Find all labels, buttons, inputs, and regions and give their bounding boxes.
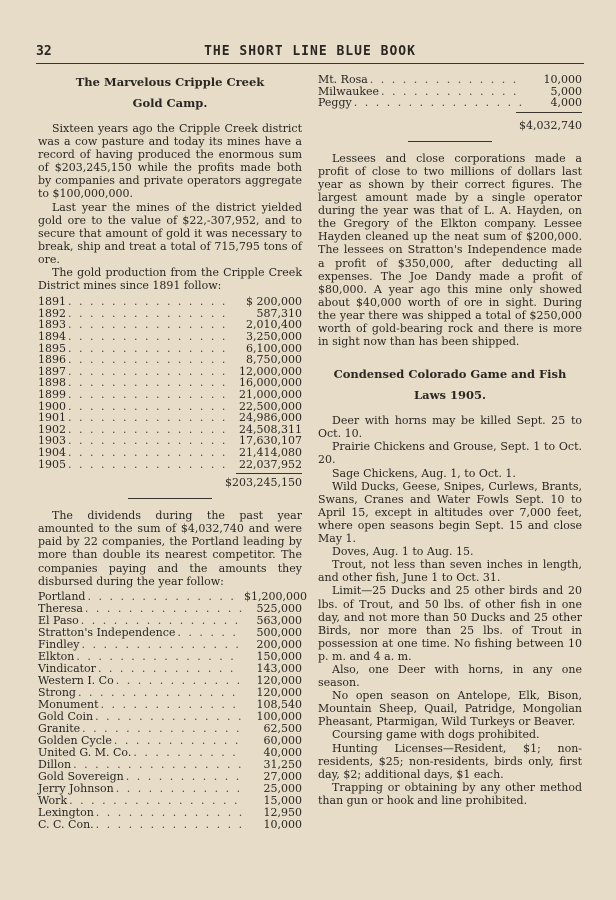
production-year: 1896 [38,353,66,367]
list-item [38,699,302,711]
dividend-amount: 10,000 [543,73,582,86]
left-column [38,72,307,831]
company-name: Portland [38,589,86,603]
paragraph-lessees: Lessees and close corporations made a profit of close to two millions of dollars last year as shown by their correct figures. The largest amount made by a single operator during the year was that of L. A. Hayden, on the Gregory of the Elkton company. Lessee Hayden cleaned up the neat sum of $200,000. The lessees on Stratton's Independence made a profit of $350,000, after deducting all expenses. The Joe Dandy made a profit of $80,000. A year ago this mine only showed about $40,000 worth of ore in sight. During the year there was shipped a total of $250,000 worth of gold-bearing rock and there is more in sight now than has been shipped. [318,151,582,349]
dividend-amount: 10,000 [263,817,302,831]
law-paragraph: Trout, not less than seven inches in length, and other fish, June 1 to Oct. 31. [318,558,582,585]
company-name: C. C. Con. [38,817,94,831]
production-amount: 21,414,080 [239,445,302,459]
company-name: Jerry Johnson [38,781,114,795]
dividend-amount: $1,200,000 [244,589,307,603]
list-item [38,389,302,401]
production-amount: 12,000,000 [239,364,302,378]
list-item [38,663,302,675]
gold-production-total: $203,245,150 [225,476,302,490]
production-year: 1891 [38,295,66,309]
list-item [38,589,307,603]
production-year: 1897 [38,364,66,378]
production-year: 1902 [38,422,66,436]
company-name: Golden Cycle [38,733,112,747]
list-item [38,795,302,807]
section-divider [408,141,492,142]
dividend-amount: 62,500 [263,721,302,735]
dividend-amount: 15,000 [263,793,302,807]
company-name: Western I. Co [38,673,114,687]
list-item [38,759,302,771]
production-amount: $ 200,000 [246,295,302,309]
list-item [38,747,302,759]
law-paragraph: Wild Ducks, Geese, Snipes, Curlews, Brants, Swans, Cranes and Water Fowls Sept. 10 to April 15, except in altitudes over 7,000 feet, where open seasons begin Sept. 15 and close May 1. [318,479,582,546]
right-column [318,72,582,807]
article-heading-line1: The Marvelous Cripple Creek [75,75,265,89]
company-name: El Paso [38,613,79,627]
list-item [38,819,302,831]
law-paragraph: Coursing game with dogs prohibited. [332,728,540,742]
paragraph-dividends: The dividends during the past year amounted to the sum of $4,032,740 and were paid by 22 companies, the Portland leading by more than double its nearest competitor. The companies paying and the amounts they disbursed during the year follow: [38,509,302,588]
list-item [38,412,302,424]
gold-production-list [38,296,302,470]
company-name: Strong [38,685,76,699]
list-item [38,675,302,687]
list-item [38,639,302,651]
production-year: 1893 [38,318,66,332]
company-name: Vindicator [38,661,96,675]
list-item [318,74,582,86]
dividend-amount: 4,000 [550,96,582,110]
dividend-amount: 525,000 [256,601,302,615]
dividend-amount: 150,000 [256,649,302,663]
production-year: 1905 [38,457,66,471]
article-heading [38,72,302,114]
list-item [38,735,302,747]
paragraph-production-intro: The gold production from the Cripple Creek District mines since 1891 follow: [38,266,302,293]
law-paragraph: Doves, Aug. 1 to Aug. 15. [332,545,474,559]
list-item [38,807,302,819]
production-amount: 587,310 [256,306,302,320]
production-amount: 3,250,000 [246,330,302,343]
dividend-amount: 27,000 [263,769,302,783]
company-name: Gold Sovereign [38,769,124,783]
production-amount: 2,010,400 [246,318,302,332]
dividend-amount: 5,000 [550,84,582,98]
company-name: Lexington [38,805,94,819]
laws-heading-line2: Laws 1905. [414,388,486,403]
dividend-amount: 563,000 [256,613,302,627]
company-name: Peggy [318,96,352,110]
dividends-total: $4,032,740 [519,118,582,132]
production-amount: 21,000,000 [239,387,302,401]
production-year: 1901 [38,411,66,425]
production-amount: 8,750,000 [246,353,302,367]
production-year: 1899 [38,387,66,401]
company-name: Elkton [38,649,75,663]
paragraph-intro: Sixteen years ago the Cripple Creek district was a cow pasture and today its mines have a record of having produced the enormous sum of $203,245,150 while the profits made both by companies and private operators aggregate to $100,000,000. [38,122,302,201]
company-name: Findley [38,637,80,651]
law-paragraph: Trapping or obtaining by any other method than gun or hook and line prohibited. [318,780,582,807]
production-amount: 24,986,000 [239,411,302,425]
list-item [38,603,302,615]
total-rule [236,473,302,474]
dividend-amount: 500,000 [256,625,302,639]
production-amount: 17,630,107 [239,434,302,448]
list-item [38,459,302,471]
article-heading-line2: Gold Camp. [132,96,208,110]
dividend-amount: 60,000 [263,733,302,747]
laws-heading [318,364,582,406]
list-item [38,687,302,699]
company-name: United G. M. Co. [38,745,132,759]
law-paragraph: No open season on Antelope, Elk, Bison, Mountain Sheep, Quail, Patridge, Mongolian Pheasant, Ptarmigan, Wild Turkeys or Beaver. [318,689,582,729]
dividend-amount: 31,250 [263,757,302,771]
total-rule [516,112,582,113]
page-header [36,40,584,62]
company-name: Dillon [38,757,72,771]
list-item [38,711,302,723]
list-item [38,771,302,783]
section-divider [128,498,212,499]
list-item [318,86,582,98]
law-paragraph: Deer with horns may be killed Sept. 25 to Oct. 10. [318,414,582,441]
company-name: Stratton's Independence [38,625,176,639]
dividend-amount: 40,000 [263,745,302,759]
dividend-amount: 100,000 [256,709,302,723]
production-year: 1904 [38,445,66,459]
production-year: 1898 [38,376,66,390]
paragraph-last-year: Last year the mines of the district yielded gold ore to the value of $22,-307,952, and to secure that amount of gold it was necessary to break, ship and treat a total of 715,795 tons of ore. [38,200,302,266]
dividends-list-continued [318,74,582,109]
page-number: 32 [36,44,52,59]
production-year: 1903 [38,434,66,448]
law-paragraph: Limit—25 Ducks and 25 other birds and 20 lbs. of Trout, and 50 lbs. of other fish in one day, and not more than 50 Ducks and 25 other Birds, nor more than 25 lbs. of Trout in possession at one time. No fishing between 10 p. m. and 4 a. m. [318,584,582,663]
list-item [38,723,302,735]
running-title: THE SHORT LINE BLUE BOOK [204,44,416,59]
dividend-amount: 120,000 [256,685,302,699]
law-paragraph: Hunting Licenses—Resident, $1; non-residents, $25; non-residents, birds only, first day, $2; additional days, $1 each. [318,741,582,781]
company-name: Granite [38,721,81,735]
list-item [38,615,302,627]
list-item [38,331,302,343]
dividend-amount: 120,000 [256,673,302,687]
production-year: 1892 [38,306,66,320]
list-item [38,783,302,795]
dividend-amount: 200,000 [256,637,302,651]
production-amount: 6,100,000 [246,341,302,355]
list-item [318,97,582,109]
law-paragraph: Prairie Chickens and Grouse, Sept. 1 to Oct. 20. [318,440,582,467]
production-amount: 24,508,311 [239,422,302,436]
list-item [38,447,302,459]
law-paragraph: Also, one Deer with horns, in any one season. [318,662,582,690]
header-rule [36,63,584,64]
company-name: Theresa [38,601,83,615]
company-name: Mt. Rosa [318,73,368,86]
dividend-amount: 12,950 [263,805,302,819]
laws-heading-line1: Condensed Colorado Game and Fish [333,367,567,382]
dividend-amount: 25,000 [263,781,302,795]
production-amount: 22,500,000 [239,399,302,413]
list-item [38,651,302,663]
production-year: 1900 [38,399,66,413]
production-year: 1895 [38,341,66,355]
dividends-list [38,589,307,831]
production-year: 1894 [38,330,66,343]
production-amount: 22,037,952 [239,457,302,471]
company-name: Monument [38,697,99,711]
production-amount: 16,000,000 [239,376,302,390]
company-name: Milwaukee [318,84,380,98]
list-item [38,627,302,639]
company-name: Gold Coin [38,709,94,723]
dividend-amount: 143,000 [256,661,302,675]
company-name: Work [38,793,68,807]
law-paragraph: Sage Chickens, Aug. 1, to Oct. 1. [332,466,516,480]
dividend-amount: 108,540 [256,697,302,711]
